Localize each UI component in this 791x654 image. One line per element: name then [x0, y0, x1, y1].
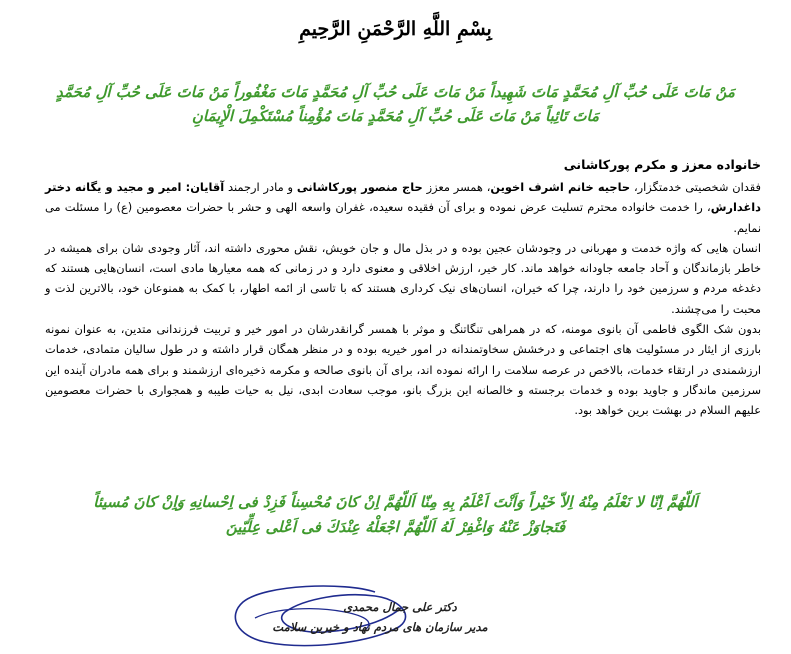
p1-text-1: فقدان شخصیتی خدمتگزار، — [630, 180, 761, 194]
p1-bold-3: آقایان: امیر و مجید و یگانه دختر داغدارش — [45, 180, 761, 215]
letter-paragraph-3: بدون شک الگوی فاطمی آن بانوی مومنه، که در همراهی تنگاتنگ و موثر با همسر گرانقدرشان در امور خیر و تربیت فرزندانی متدین، به عنوان نمونه بارزی از ایثار در مسئولیت های اجتماعی و درخشش سخاوتمندانه در امور خیریه بوده و در منظر همگان قرار داشته و در طول سالیان متمادی، خدمات ارزشمندی در ارتقاء خدمات، بالاخص در عرصه سلامت را ارائه نموده اند، برای آن بانوی صالحه و مکرمه ذخیره‌ای ارزشمند و برای همه مادران آینده این سرزمین ماندگار و جاوید بوده و خدمات برجسته و خالصانه این بزرگ بانو، موجب سعادت ابدی، نیل به حیات طیبه و همجواری با حضرات معصومین علیهم السلام در بهشت برین خواهد بود. — [45, 322, 761, 418]
hadith-line-1: مَنْ مَاتَ عَلَى حُبِّ آلِ مُحَمَّدٍ مَاتَ شَهِيداً مَنْ مَاتَ عَلَى حُبِّ آلِ مُحَمَّدٍ مَاتَ مَغْفُوراً مَنْ مَاتَ عَلَى حُبِّ آلِ مُحَمَّدٍ — [56, 83, 735, 101]
letter-body — [45, 155, 761, 421]
p1-text-3: و مادر ارجمند — [224, 180, 297, 194]
signatory-title: مدیر سازمان های مردم نهاد و خیرین سلامت — [272, 620, 488, 634]
p1-bold-2: حاج منصور پورکاشانی — [296, 180, 423, 194]
letter-salutation: خانواده معزز و مکرم پورکاشانی — [563, 157, 761, 172]
p1-text-2: ، همسر معزز — [422, 180, 491, 194]
signature-drawing — [225, 578, 425, 650]
prayer-line-2: فَتَجاوَزْ عَنْهُ وَاغْفِرْ لَهُ اَللّهُمَّ اجْعَلْهُ عِنْدَكَ فى اَعْلى عِلِّيّينَ — [225, 518, 566, 536]
prayer-block — [40, 490, 751, 540]
prayer-line-1: اَللّهُمَّ اِنّا لا نَعْلَمُ مِنْهُ اِلاّ خَيْراً وَاَنْتَ اَعْلَمُ بِهِ مِنّا اَللّهُمَّ اِنْ كانَ مُحْسِناً فَزِدْ فى اِحْسانِهِ وَاِنْ كانَ مُسيئاً — [93, 493, 698, 511]
p1-text-4: ، را خدمت خانواده محترم تسلیت عرض نموده و برای آن فقیده سعیده، غفران واسعه الهی و حشر با حضرات معصومین (ع) را مسئلت می نمایم. — [45, 200, 761, 235]
basmala-heading: بِسْمِ اللَّهِ الرَّحْمَنِ الرَّحِيمِ — [299, 18, 492, 40]
signature-scribble — [225, 578, 425, 650]
p1-bold-1: حاجیه خانم اشرف اخوین — [490, 180, 631, 194]
letter-paragraph-1 — [45, 177, 761, 238]
letter-paragraph-2: انسان هایی که واژه خدمت و مهربانی در وجودشان عجین بوده و در بذل مال و جان خویش، نقش محوری داشته اند، آثار وجودی شان برای همیشه در خاطر بازماندگان و آحاد جامعه جاودانه خواهد ماند. کار خیر، ارزش اخلاقی و معنوی دارد و در زمانی که همه معیارها مادی است، انسان‌هایی هستند که دغدغه مردم و سرزمین خود را دارند، چرا که خیران، انسان‌های نیک کرداری هستند که با تاسی از ائمه اطهار، با کمک به همنوعان خود، بالاترین لذت و محبت را می‌چشند. — [45, 240, 761, 316]
signatory-name: دکتر علی جمال محمدی — [343, 600, 457, 614]
hadith-block — [40, 80, 751, 128]
hadith-line-2: مَاتَ تَائِباً مَنْ مَاتَ عَلَى حُبِّ آلِ مُحَمَّدٍ مَاتَ مُؤْمِناً مُسْتَكْمِلَ الْإِيمَانِ — [191, 107, 600, 125]
